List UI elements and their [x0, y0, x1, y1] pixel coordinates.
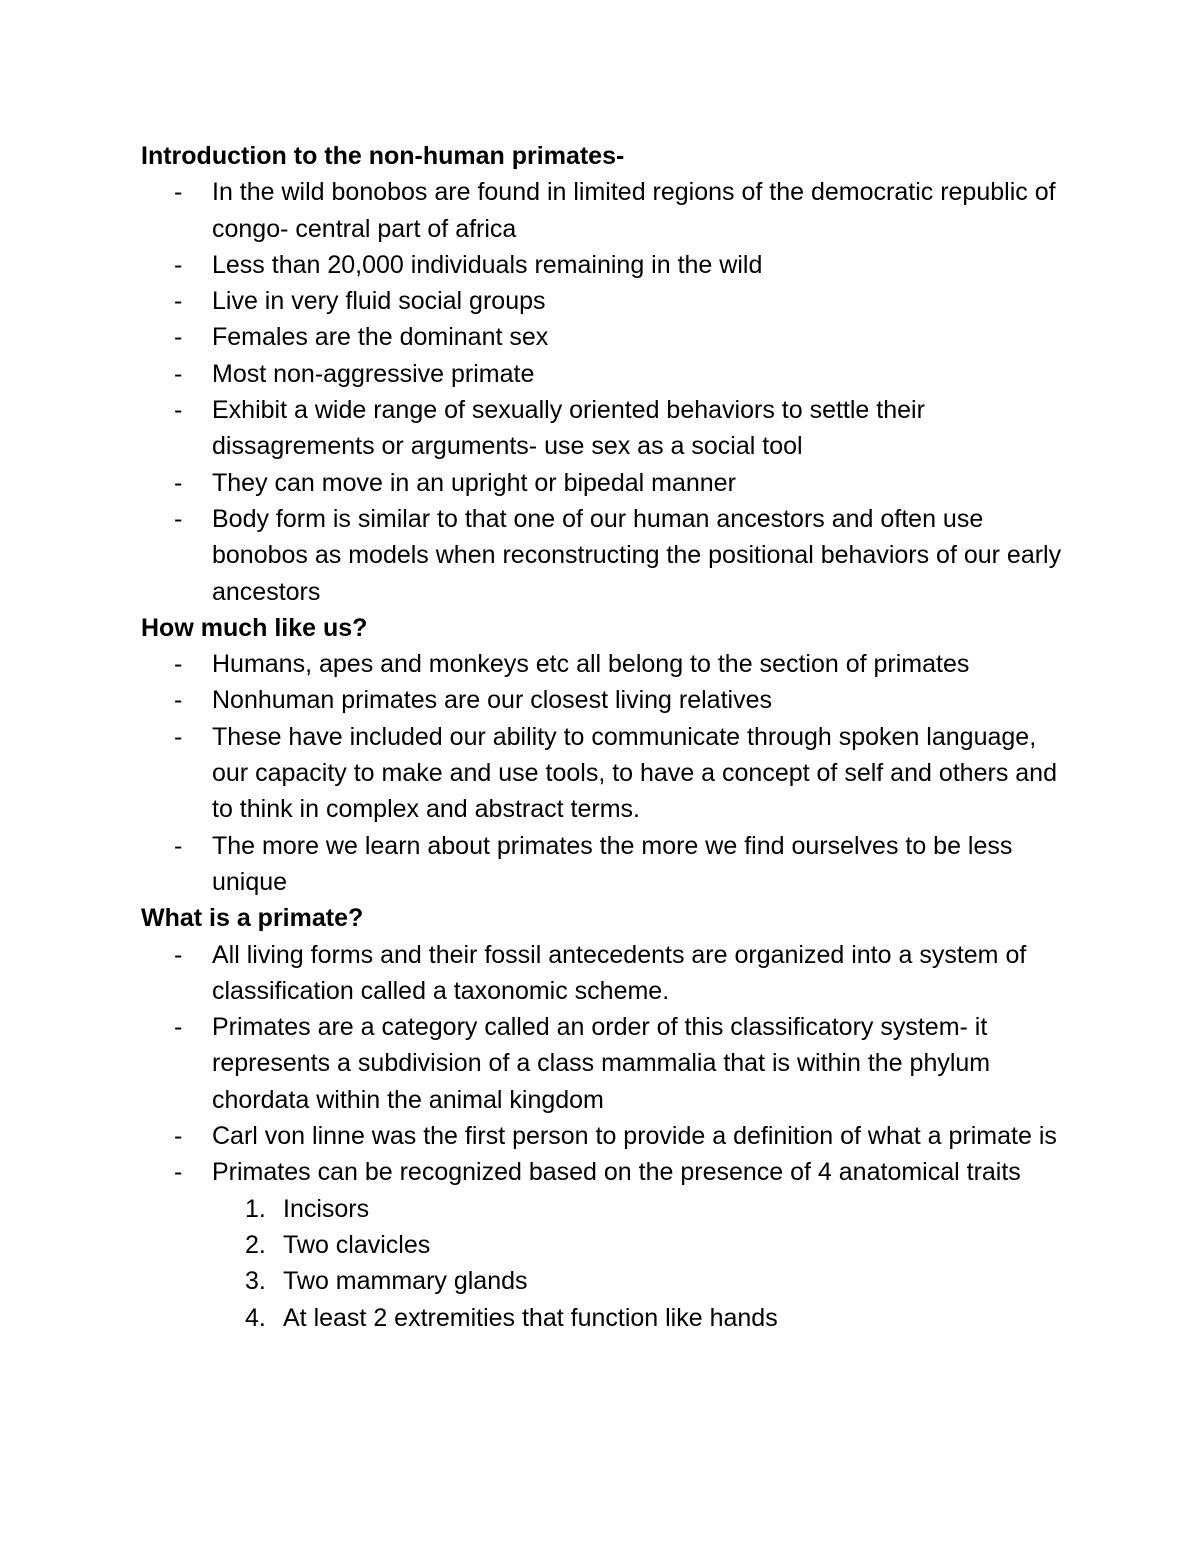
bullet-dash: - [174, 396, 183, 425]
list-item [141, 646, 1071, 682]
number-marker: 1. [245, 1194, 266, 1223]
number-marker: 3. [245, 1267, 266, 1296]
list-item-text: Live in very fluid social groups [212, 287, 546, 316]
list-item-text: These have included our ability to communicate through spoken language, our capacity to make and use tools, to have a concept of self and others and to think in complex and abstract terms. [212, 722, 1057, 824]
number-marker: 2. [245, 1230, 266, 1259]
list-item [141, 319, 1071, 355]
bullet-dash: - [174, 287, 183, 316]
bullet-list-how-much-like-us [141, 646, 1071, 900]
list-item [141, 719, 1071, 828]
list-item-text: Most non-aggressive primate [212, 359, 535, 388]
bullet-dash: - [174, 831, 183, 860]
list-item-text: In the wild bonobos are found in limited regions of the democratic republic of congo- central part of africa [212, 178, 1056, 243]
list-item [141, 247, 1071, 283]
bullet-list-what-is-a-primate [141, 937, 1071, 1191]
bullet-dash: - [174, 686, 183, 715]
document-page [141, 138, 1071, 1336]
list-item-text: Carl von linne was the first person to provide a definition of what a primate is [212, 1122, 1057, 1151]
list-item-text: Humans, apes and monkeys etc all belong to the section of primates [212, 650, 970, 679]
bullet-dash: - [174, 1013, 183, 1042]
bullet-dash: - [174, 1158, 183, 1187]
list-item [141, 1009, 1071, 1118]
numbered-item-text: At least 2 extremities that function like hands [283, 1303, 778, 1332]
bullet-dash: - [174, 323, 183, 352]
bullet-dash: - [174, 1122, 183, 1151]
list-item-text: Less than 20,000 individuals remaining in the wild [212, 250, 763, 279]
list-item-text: Body form is similar to that one of our human ancestors and often use bonobos as models when reconstructing the positional behaviors of our early ancestors [212, 504, 1062, 606]
bullet-dash: - [174, 250, 183, 279]
bullet-dash: - [174, 178, 183, 207]
list-item [141, 465, 1071, 501]
bullet-dash: - [174, 359, 183, 388]
numbered-item [141, 1263, 1071, 1299]
bullet-dash: - [174, 650, 183, 679]
list-item [141, 937, 1071, 1010]
bullet-dash: - [174, 468, 183, 497]
list-item-text: They can move in an upright or bipedal manner [212, 468, 736, 497]
bullet-dash: - [174, 940, 183, 969]
list-item [141, 501, 1071, 610]
list-item-text: All living forms and their fossil antecedents are organized into a system of classification called a taxonomic scheme. [212, 940, 1027, 1005]
list-item [141, 283, 1071, 319]
numbered-list-anatomical-traits [141, 1191, 1071, 1336]
list-item-text: Exhibit a wide range of sexually oriented behaviors to settle their dissagrements or arguments- use sex as a social tool [212, 396, 925, 461]
numbered-item [141, 1300, 1071, 1336]
list-item-text: The more we learn about primates the more we find ourselves to be less unique [212, 831, 1013, 896]
list-item-text: Primates are a category called an order of this classificatory system- it represents a subdivision of a class mammalia that is within the phylum chordata within the animal kingdom [212, 1013, 991, 1114]
list-item [141, 1118, 1071, 1154]
list-item [141, 682, 1071, 718]
number-marker: 4. [245, 1303, 266, 1332]
numbered-item-text: Incisors [283, 1194, 370, 1223]
list-item [141, 174, 1071, 247]
list-item-text: Nonhuman primates are our closest living relatives [212, 686, 772, 715]
numbered-item [141, 1191, 1071, 1227]
list-item-text: Females are the dominant sex [212, 323, 549, 352]
list-item [141, 828, 1071, 901]
bullet-list-intro [141, 174, 1071, 610]
list-item-text: Primates can be recognized based on the presence of 4 anatomical traits [212, 1158, 1021, 1187]
list-item [141, 1154, 1071, 1190]
section-heading-intro: Introduction to the non-human primates- [141, 142, 625, 170]
numbered-item [141, 1227, 1071, 1263]
numbered-item-text: Two mammary glands [283, 1267, 528, 1296]
bullet-dash: - [174, 722, 183, 751]
list-item [141, 356, 1071, 392]
numbered-item-text: Two clavicles [283, 1230, 431, 1259]
list-item [141, 392, 1071, 465]
bullet-dash: - [174, 504, 183, 533]
section-heading-how-much-like-us: How much like us? [141, 613, 368, 642]
section-heading-what-is-a-primate: What is a primate? [141, 904, 364, 933]
